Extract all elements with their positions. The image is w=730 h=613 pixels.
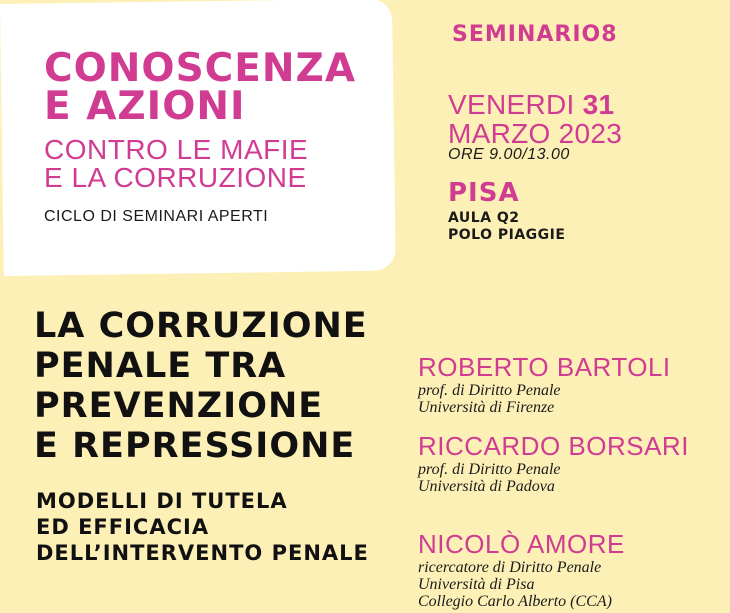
speaker-name: RICCARDO BORSARI [418,431,689,461]
speaker-name: ROBERTO BARTOLI [418,352,671,382]
main-title-line: E REPRESSIONE [34,426,356,466]
speaker-name: NICOLÒ AMORE [418,529,625,559]
event-hours: ORE 9.00/13.00 [448,146,570,163]
series-subtitle-line2: E LA CORRUZIONE [44,162,307,193]
main-title-line: LA CORRUZIONE [34,306,368,346]
speaker-role: prof. di Diritto Penale [418,382,561,399]
speaker-affiliation: Università di Pisa [418,576,535,593]
event-date [448,90,622,148]
speaker-borsari [418,431,689,495]
series-card-content [44,46,357,226]
event-city: PISA [448,178,520,208]
main-subtitle-line: ED EFFICACIA [36,515,210,539]
event-month-year: MARZO 2023 [448,118,623,149]
event-weekday: VENERDI [448,89,575,120]
event-day: 31 [582,89,615,120]
main-title-line: PREVENZIONE [34,386,324,426]
main-title-line: PENALE TRA [34,346,287,386]
main-subtitle [36,488,369,566]
speaker-bartoli [418,352,671,416]
event-building: POLO PIAGGIE [448,227,566,243]
series-caption: CICLO DI SEMINARI APERTI [44,208,269,225]
speaker-affiliation: Università di Padova [418,478,555,495]
series-title-line1: CONOSCENZA [44,46,357,91]
main-title [34,306,368,466]
series-subtitle-line1: CONTRO LE MAFIE [44,134,309,165]
series-title-line2: E AZIONI [44,84,246,129]
speaker-role: ricercatore di Diritto Penale [418,559,602,576]
seminar-number: SEMINARIO8 [452,22,618,47]
main-subtitle-line: MODELLI DI TUTELA [36,489,288,513]
event-room: AULA Q2 [448,210,520,226]
event-venue [448,210,565,244]
speaker-affiliation: Università di Firenze [418,399,555,416]
main-subtitle-line: DELL’INTERVENTO PENALE [36,541,369,565]
speaker-amore [418,529,625,610]
speaker-role: prof. di Diritto Penale [418,461,561,478]
speaker-affiliation-extra: Collegio Carlo Alberto (CCA) [418,593,612,610]
